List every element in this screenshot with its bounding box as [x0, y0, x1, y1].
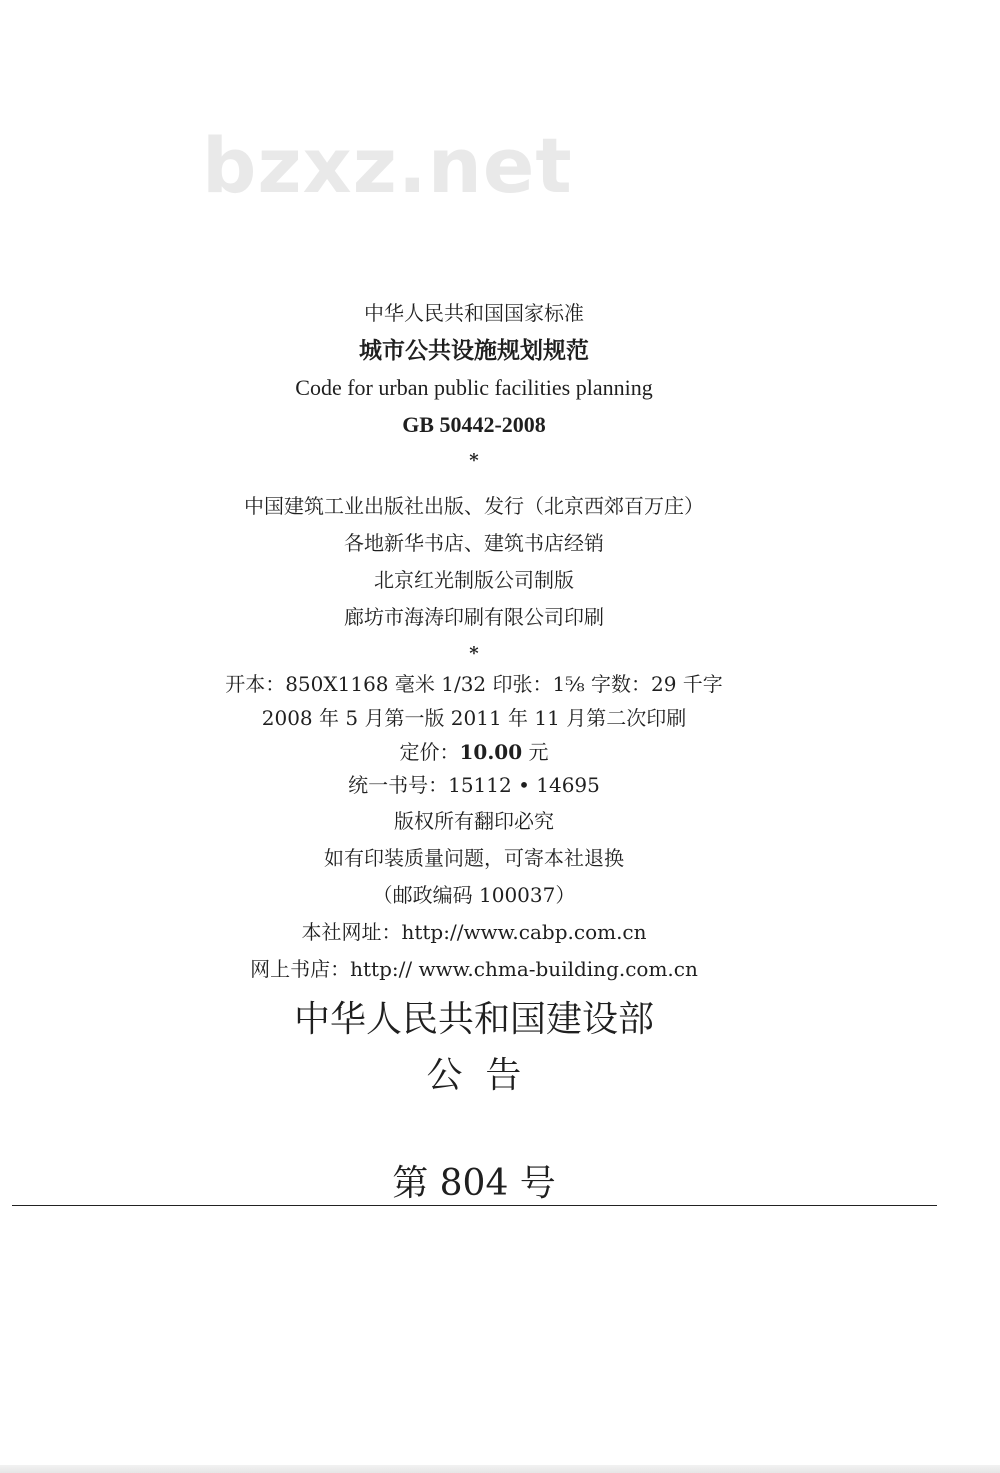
standard-series: 中华人民共和国国家标准	[364, 301, 584, 325]
plate-maker-line: 北京红光制版公司制版	[374, 568, 574, 592]
watermark-text: bzxz.net	[202, 121, 573, 210]
book-number: 统一书号：15112 • 14695	[348, 773, 600, 797]
price-line	[0, 742, 948, 762]
price-value: 10.00	[459, 740, 523, 764]
separator-star-2: *	[469, 643, 479, 664]
title-english: Code for urban public facilities planning	[295, 375, 653, 400]
online-store-line: 网上书店：http:// www.chma-building.com.cn	[250, 957, 698, 981]
title-chinese: 城市公共设施规划规范	[359, 337, 589, 364]
website-line: 本社网址：http://www.cabp.com.cn	[301, 920, 647, 944]
announcement-heading: 公 告	[426, 1055, 522, 1096]
publisher-line: 中国建筑工业出版社出版、发行（北京西郊百万庄）	[244, 494, 704, 518]
separator-star: *	[469, 450, 479, 471]
distributor-line: 各地新华书店、建筑书店经销	[344, 531, 604, 555]
announcement-issuer: 中华人民共和国建设部	[293, 999, 654, 1040]
return-notice: 如有印装质量问题，可寄本社退换	[324, 846, 624, 870]
price-label: 定价：	[399, 740, 460, 764]
price-unit: 元	[522, 740, 549, 764]
horizontal-rule	[12, 1205, 937, 1206]
book-specs: 开本：850X1168 毫米 1/32 印张：1⅝ 字数：29 千字	[225, 672, 723, 696]
copyright-notice: 版权所有翻印必究	[394, 809, 554, 833]
edition-line: 2008 年 5 月第一版 2011 年 11 月第二次印刷	[261, 706, 687, 730]
standard-number: GB 50442-2008	[402, 412, 546, 437]
postcode-line: （邮政编码 100037）	[372, 883, 576, 907]
announcement-number: 第 804 号	[392, 1163, 556, 1204]
printer-line: 廊坊市海涛印刷有限公司印刷	[344, 605, 604, 629]
